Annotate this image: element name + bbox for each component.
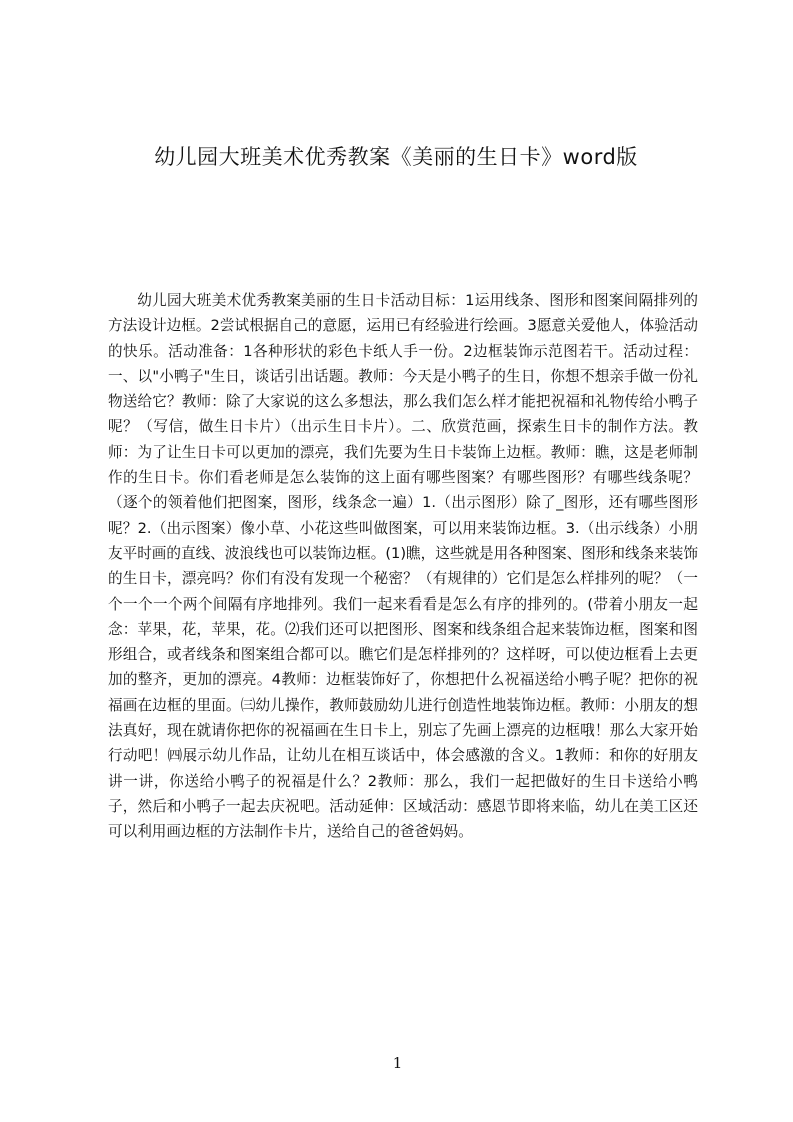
- document-title: 幼儿园大班美术优秀教案《美丽的生日卡》word版: [154, 145, 638, 169]
- page-number: 1: [392, 1054, 403, 1072]
- document-body-paragraph: 幼儿园大班美术优秀教案美丽的生日卡活动目标：1运用线条、图形和图案间隔排列的方法设计边框。2尝试根据自己的意愿，运用已有经验进行绘画。3愿意关爱他人，体验活动的快乐。活动准备：1各种形状的彩色卡纸人手一份。2边框装饰示范图若干。活动过程：一、以"小鸭子"生日，谈话引出话题。教师：今天是小鸭子的生日，你想不想亲手做一份礼物送给它？教师：除了大家说的这么多想法，那么我们怎么样才能把祝福和礼物传给小鸭子呢？（写信，做生日卡片）（出示生日卡片）。二、欣赏范画，探索生日卡的制作方法。教师：为了让生日卡可以更加的漂亮，我们先要为生日卡装饰上边框。教师：瞧，这是老师制作的生日卡。你们看老师是怎么装饰的这上面有哪些图案？有哪些图形？有哪些线条呢？（逐个的领着他们把图案，图形，线条念一遍）1.（出示图形）除了_图形，还有哪些图形呢？2.（出示图案）像小草、小花这些叫做图案，可以用来装饰边框。3.（出示线条）小朋友平时画的直线、波浪线也可以装饰边框。(1)瞧，这些就是用各种图案、图形和线条来装饰的生日卡，漂亮吗？你们有没有发现一个秘密？（有规律的）它们是怎么样排列的呢？（一个一个一个两个间隔有序地排列。我们一起来看看是怎么有序的排列的。(带着小朋友一起念：苹果，花，苹果，花。⑵我们还可以把图形、图案和线条组合起来装饰边框，图案和图形组合，或者线条和图案组合都可以。瞧它们是怎样排列的？这样呀，可以使边框看上去更加的整齐，更加的漂亮。4教师：边框装饰好了，你想把什么祝福送给小鸭子呢？把你的祝福画在边框的里面。㈢幼儿操作，教师鼓励幼儿进行创造性地装饰边框。教师：小朋友的想法真好，现在就请你把你的祝福画在生日卡上，别忘了先画上漂亮的边框哦！那么大家开始行动吧！㈣展示幼儿作品，让幼儿在相互谈话中，体会感激的含义。1教师：和你的好朋友讲一讲，你送给小鸭子的祝福是什么？2教师：那么，我们一起把做好的生日卡送给小鸭子，然后和小鸭子一起去庆祝吧。活动延伸：区域活动：感恩节即将来临，幼儿在美工区还可以利用画边框的方法制作卡片，送给自己的爸爸妈妈。: [108, 292, 698, 841]
